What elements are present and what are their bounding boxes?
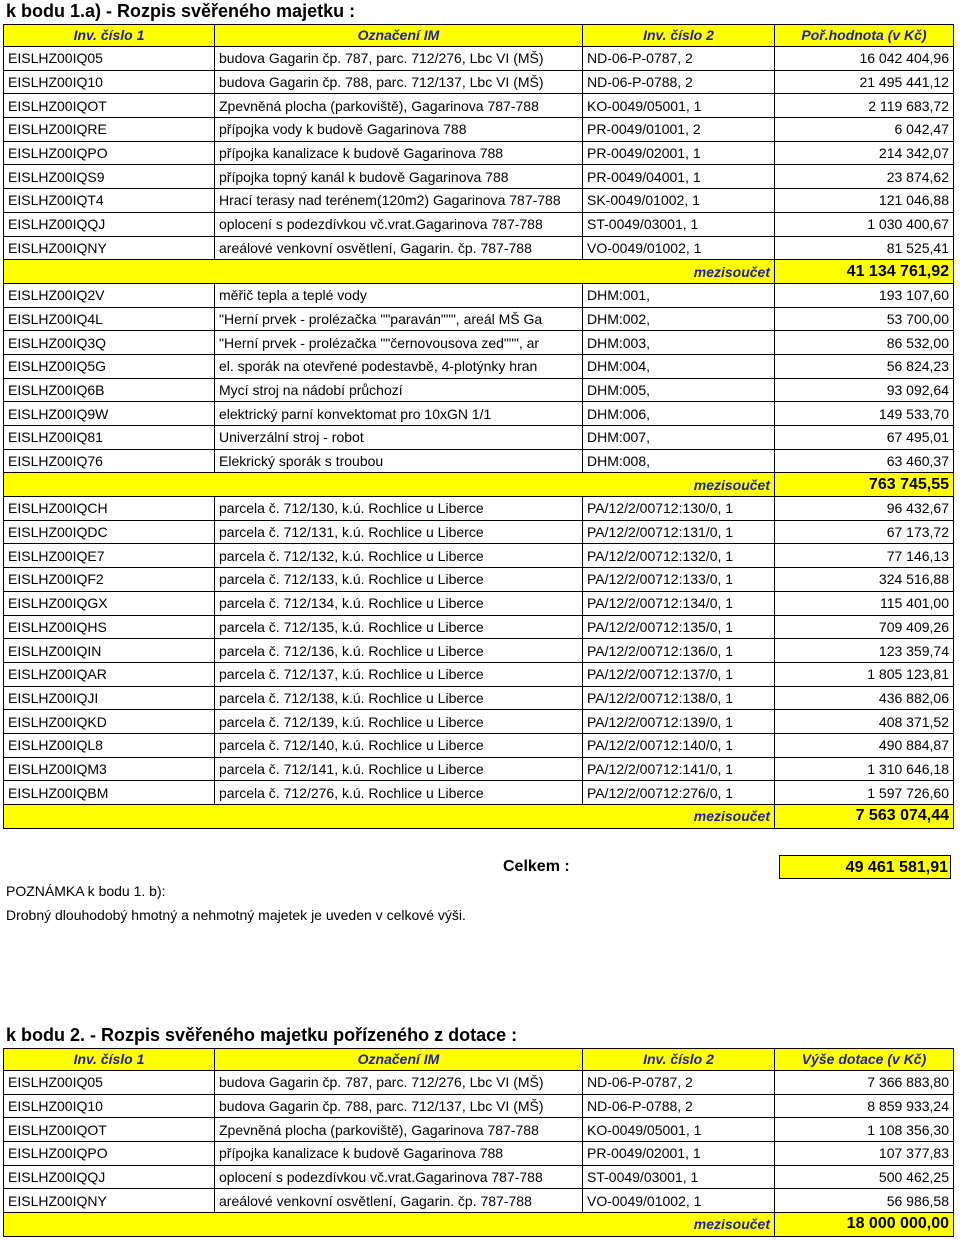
- table-row: [4, 70, 954, 94]
- inv-number-2: ST-0049/03001, 1: [583, 1165, 775, 1189]
- subtotal-value: 7 563 074,44: [775, 805, 954, 829]
- inv-number-2: PR-0049/02001, 1: [583, 1142, 775, 1166]
- table-row: [4, 497, 954, 521]
- table-row: [4, 710, 954, 734]
- table-row: [4, 1165, 954, 1189]
- table-row: [4, 118, 954, 142]
- inv-number-2: DHM:002,: [583, 307, 775, 331]
- table-row: [4, 615, 954, 639]
- inv-number-2: DHM:008,: [583, 449, 775, 473]
- amount: 490 884,87: [775, 733, 954, 757]
- inv-number-2: KO-0049/05001, 1: [583, 1118, 775, 1142]
- column-header: Inv. číslo 1: [4, 1049, 215, 1071]
- inv-number-2: PA/12/2/00712:130/0, 1: [583, 497, 775, 521]
- inv-number-1: EISLHZ00IQ05: [4, 47, 215, 71]
- amount: 115 401,00: [775, 591, 954, 615]
- amount: 56 986,58: [775, 1189, 954, 1213]
- inv-number-1: EISLHZ00IQ10: [4, 1094, 215, 1118]
- inv-number-2: PR-0049/02001, 1: [583, 141, 775, 165]
- subtotal-row: [4, 260, 954, 284]
- asset-name: parcela č. 712/132, k.ú. Rochlice u Liberce: [215, 544, 583, 568]
- amount: 6 042,47: [775, 118, 954, 142]
- table-row: [4, 236, 954, 260]
- table-row: [4, 1071, 954, 1095]
- inv-number-1: EISLHZ00IQOT: [4, 94, 215, 118]
- table-row: [4, 165, 954, 189]
- column-header: Výše dotace (v Kč): [775, 1049, 954, 1071]
- inv-number-1: EISLHZ00IQDC: [4, 520, 215, 544]
- inv-number-2: ND-06-P-0788, 2: [583, 70, 775, 94]
- asset-name: parcela č. 712/139, k.ú. Rochlice u Liberce: [215, 710, 583, 734]
- asset-name: měřič tepla a teplé vody: [215, 283, 583, 307]
- subtotal-row: [4, 1213, 954, 1237]
- inv-number-1: EISLHZ00IQ3Q: [4, 331, 215, 355]
- table-row: [4, 331, 954, 355]
- table-row: [4, 189, 954, 213]
- inv-number-2: PA/12/2/00712:132/0, 1: [583, 544, 775, 568]
- inv-number-1: EISLHZ00IQF2: [4, 568, 215, 592]
- amount: 193 107,60: [775, 283, 954, 307]
- table-row: [4, 307, 954, 331]
- inv-number-1: EISLHZ00IQT4: [4, 189, 215, 213]
- inv-number-1: EISLHZ00IQ9W: [4, 402, 215, 426]
- asset-name: budova Gagarin čp. 787, parc. 712/276, Lbc VI (MŠ): [215, 1071, 583, 1095]
- table-row: [4, 757, 954, 781]
- amount: 23 874,62: [775, 165, 954, 189]
- table-row: [4, 591, 954, 615]
- asset-name: parcela č. 712/141, k.ú. Rochlice u Liberce: [215, 757, 583, 781]
- asset-name: areálové venkovní osvětlení, Gagarin. čp. 787-788: [215, 1189, 583, 1213]
- inv-number-2: KO-0049/05001, 1: [583, 94, 775, 118]
- inv-number-2: DHM:004,: [583, 354, 775, 378]
- column-header: Inv. číslo 2: [583, 1049, 775, 1071]
- amount: 121 046,88: [775, 189, 954, 213]
- amount: 77 146,13: [775, 544, 954, 568]
- column-header: Inv. číslo 2: [583, 25, 775, 47]
- table-row: [4, 686, 954, 710]
- amount: 96 432,67: [775, 497, 954, 521]
- amount: 2 119 683,72: [775, 94, 954, 118]
- amount: 1 310 646,18: [775, 757, 954, 781]
- inv-number-1: EISLHZ00IQNY: [4, 236, 215, 260]
- inv-number-1: EISLHZ00IQAR: [4, 662, 215, 686]
- table-row: [4, 1094, 954, 1118]
- asset-name: Zpevněná plocha (parkoviště), Gagarinova 787-788: [215, 1118, 583, 1142]
- asset-name: areálové venkovní osvětlení, Gagarin. čp. 787-788: [215, 236, 583, 260]
- asset-name: parcela č. 712/133, k.ú. Rochlice u Liberce: [215, 568, 583, 592]
- inv-number-1: EISLHZ00IQCH: [4, 497, 215, 521]
- amount: 1 597 726,60: [775, 781, 954, 805]
- asset-name: budova Gagarin čp. 788, parc. 712/137, Lbc VI (MŠ): [215, 70, 583, 94]
- table-row: [4, 568, 954, 592]
- amount: 86 532,00: [775, 331, 954, 355]
- inv-number-2: PA/12/2/00712:138/0, 1: [583, 686, 775, 710]
- inv-number-2: DHM:007,: [583, 426, 775, 450]
- inv-number-2: SK-0049/01002, 1: [583, 189, 775, 213]
- inv-number-1: EISLHZ00IQM3: [4, 757, 215, 781]
- inv-number-2: PA/12/2/00712:140/0, 1: [583, 733, 775, 757]
- table-row: [4, 94, 954, 118]
- header-row: [4, 25, 954, 47]
- inv-number-2: PA/12/2/00712:133/0, 1: [583, 568, 775, 592]
- asset-name: budova Gagarin čp. 788, parc. 712/137, Lbc VI (MŠ): [215, 1094, 583, 1118]
- asset-name: elektrický parní konvektomat pro 10xGN 1/1: [215, 402, 583, 426]
- asset-name: "Herní prvek - prolézačka ""paraván""", areál MŠ Ga: [215, 307, 583, 331]
- inv-number-1: EISLHZ00IQJI: [4, 686, 215, 710]
- inv-number-1: EISLHZ00IQPO: [4, 141, 215, 165]
- inv-number-1: EISLHZ00IQRE: [4, 118, 215, 142]
- inv-number-1: EISLHZ00IQ81: [4, 426, 215, 450]
- inv-number-1: EISLHZ00IQE7: [4, 544, 215, 568]
- asset-name: parcela č. 712/134, k.ú. Rochlice u Liberce: [215, 591, 583, 615]
- inv-number-1: EISLHZ00IQ2V: [4, 283, 215, 307]
- inv-number-2: DHM:003,: [583, 331, 775, 355]
- amount: 81 525,41: [775, 236, 954, 260]
- asset-name: parcela č. 712/131, k.ú. Rochlice u Liberce: [215, 520, 583, 544]
- inv-number-1: EISLHZ00IQ10: [4, 70, 215, 94]
- inv-number-1: EISLHZ00IQ5G: [4, 354, 215, 378]
- inv-number-2: ST-0049/03001, 1: [583, 212, 775, 236]
- inv-number-2: PA/12/2/00712:131/0, 1: [583, 520, 775, 544]
- inv-number-2: PA/12/2/00712:135/0, 1: [583, 615, 775, 639]
- subsidy-table: [3, 1048, 954, 1237]
- inv-number-2: PA/12/2/00712:137/0, 1: [583, 662, 775, 686]
- table-row: [4, 1118, 954, 1142]
- inv-number-2: DHM:001,: [583, 283, 775, 307]
- section1-title: k bodu 1.a) - Rozpis svěřeného majetku :: [6, 1, 356, 21]
- amount: 16 042 404,96: [775, 47, 954, 71]
- inv-number-1: EISLHZ00IQ6B: [4, 378, 215, 402]
- subtotal-label: mezisoučet: [4, 805, 775, 829]
- inv-number-2: PA/12/2/00712:141/0, 1: [583, 757, 775, 781]
- inv-number-2: PA/12/2/00712:134/0, 1: [583, 591, 775, 615]
- inv-number-1: EISLHZ00IQS9: [4, 165, 215, 189]
- inv-number-2: PR-0049/01001, 2: [583, 118, 775, 142]
- amount: 324 516,88: [775, 568, 954, 592]
- asset-name: oplocení s podezdívkou vč.vrat.Gagarinova 787-788: [215, 212, 583, 236]
- asset-name: Mycí stroj na nádobí průchozí: [215, 378, 583, 402]
- asset-name: parcela č. 712/140, k.ú. Rochlice u Liberce: [215, 733, 583, 757]
- amount: 63 460,37: [775, 449, 954, 473]
- column-header: Inv. číslo 1: [4, 25, 215, 47]
- inv-number-2: PA/12/2/00712:139/0, 1: [583, 710, 775, 734]
- amount: 67 495,01: [775, 426, 954, 450]
- table-row: [4, 402, 954, 426]
- inv-number-2: VO-0049/01002, 1: [583, 1189, 775, 1213]
- inv-number-2: PR-0049/04001, 1: [583, 165, 775, 189]
- inv-number-1: EISLHZ00IQPO: [4, 1142, 215, 1166]
- inv-number-1: EISLHZ00IQQJ: [4, 212, 215, 236]
- asset-name: parcela č. 712/136, k.ú. Rochlice u Liberce: [215, 639, 583, 663]
- table-row: [4, 1189, 954, 1213]
- table-row: [4, 1142, 954, 1166]
- table-row: [4, 449, 954, 473]
- amount: 214 342,07: [775, 141, 954, 165]
- section2-title: k bodu 2. - Rozpis svěřeného majetku pořízeného z dotace :: [6, 1025, 518, 1045]
- inv-number-1: EISLHZ00IQIN: [4, 639, 215, 663]
- subtotal-row: [4, 805, 954, 829]
- asset-name: budova Gagarin čp. 787, parc. 712/276, Lbc VI (MŠ): [215, 47, 583, 71]
- table-row: [4, 544, 954, 568]
- column-header: Označení IM: [215, 25, 583, 47]
- amount: 93 092,64: [775, 378, 954, 402]
- inv-number-1: EISLHZ00IQL8: [4, 733, 215, 757]
- inv-number-1: EISLHZ00IQKD: [4, 710, 215, 734]
- amount: 149 533,70: [775, 402, 954, 426]
- asset-name: přípojka kanalizace k budově Gagarinova 788: [215, 141, 583, 165]
- amount: 56 824,23: [775, 354, 954, 378]
- note-heading: POZNÁMKA k bodu 1. b):: [6, 883, 166, 899]
- inv-number-2: PA/12/2/00712:136/0, 1: [583, 639, 775, 663]
- table-row: [4, 141, 954, 165]
- subtotal-label: mezisoučet: [4, 260, 775, 284]
- inv-number-1: EISLHZ00IQOT: [4, 1118, 215, 1142]
- amount: 1 108 356,30: [775, 1118, 954, 1142]
- asset-name: parcela č. 712/138, k.ú. Rochlice u Liberce: [215, 686, 583, 710]
- column-header: Poř.hodnota (v Kč): [775, 25, 954, 47]
- table-row: [4, 212, 954, 236]
- subtotal-value: 763 745,55: [775, 473, 954, 497]
- amount: 21 495 441,12: [775, 70, 954, 94]
- subtotal-row: [4, 473, 954, 497]
- table-row: [4, 733, 954, 757]
- amount: 8 859 933,24: [775, 1094, 954, 1118]
- inv-number-1: EISLHZ00IQBM: [4, 781, 215, 805]
- asset-name: Hrací terasy nad terénem(120m2) Gagarinova 787-788: [215, 189, 583, 213]
- asset-name: "Herní prvek - prolézačka ""černovousova zed""", ar: [215, 331, 583, 355]
- inv-number-2: DHM:005,: [583, 378, 775, 402]
- table-row: [4, 426, 954, 450]
- inv-number-1: EISLHZ00IQ76: [4, 449, 215, 473]
- amount: 500 462,25: [775, 1165, 954, 1189]
- asset-name: parcela č. 712/276, k.ú. Rochlice u Liberce: [215, 781, 583, 805]
- asset-name: Elekrický sporák s troubou: [215, 449, 583, 473]
- subtotal-label: mezisoučet: [4, 473, 775, 497]
- asset-name: parcela č. 712/130, k.ú. Rochlice u Liberce: [215, 497, 583, 521]
- inv-number-1: EISLHZ00IQNY: [4, 1189, 215, 1213]
- inv-number-2: ND-06-P-0787, 2: [583, 1071, 775, 1095]
- table-row: [4, 354, 954, 378]
- inv-number-1: EISLHZ00IQGX: [4, 591, 215, 615]
- column-header: Označení IM: [215, 1049, 583, 1071]
- subtotal-value: 41 134 761,92: [775, 260, 954, 284]
- asset-name: přípojka kanalizace k budově Gagarinova 788: [215, 1142, 583, 1166]
- asset-name: přípojka vody k budově Gagarinova 788: [215, 118, 583, 142]
- inv-number-2: ND-06-P-0787, 2: [583, 47, 775, 71]
- inv-number-1: EISLHZ00IQ4L: [4, 307, 215, 331]
- inv-number-2: VO-0049/01002, 1: [583, 236, 775, 260]
- amount: 436 882,06: [775, 686, 954, 710]
- inv-number-1: EISLHZ00IQQJ: [4, 1165, 215, 1189]
- asset-name: parcela č. 712/137, k.ú. Rochlice u Liberce: [215, 662, 583, 686]
- inv-number-2: ND-06-P-0788, 2: [583, 1094, 775, 1118]
- table-row: [4, 662, 954, 686]
- amount: 123 359,74: [775, 639, 954, 663]
- amount: 709 409,26: [775, 615, 954, 639]
- asset-name: parcela č. 712/135, k.ú. Rochlice u Liberce: [215, 615, 583, 639]
- subtotal-label: mezisoučet: [4, 1213, 775, 1237]
- table-row: [4, 639, 954, 663]
- inv-number-2: DHM:006,: [583, 402, 775, 426]
- table-row: [4, 378, 954, 402]
- asset-name: Zpevněná plocha (parkoviště), Gagarinova 787-788: [215, 94, 583, 118]
- amount: 1 030 400,67: [775, 212, 954, 236]
- amount: 107 377,83: [775, 1142, 954, 1166]
- inv-number-2: PA/12/2/00712:276/0, 1: [583, 781, 775, 805]
- total-value: 49 461 581,91: [779, 855, 951, 879]
- amount: 1 805 123,81: [775, 662, 954, 686]
- inv-number-1: EISLHZ00IQ05: [4, 1071, 215, 1095]
- table-row: [4, 520, 954, 544]
- asset-name: přípojka topný kanál k budově Gagarinova 788: [215, 165, 583, 189]
- table-row: [4, 47, 954, 71]
- asset-name: el. sporák na otevřené podestavbě, 4-plotýnky hran: [215, 354, 583, 378]
- table-row: [4, 283, 954, 307]
- subtotal-value: 18 000 000,00: [775, 1213, 954, 1237]
- note-text: Drobný dlouhodobý hmotný a nehmotný majetek je uveden v celkové výši.: [6, 907, 466, 923]
- amount: 67 173,72: [775, 520, 954, 544]
- amount: 7 366 883,80: [775, 1071, 954, 1095]
- inv-number-1: EISLHZ00IQHS: [4, 615, 215, 639]
- table-row: [4, 781, 954, 805]
- amount: 53 700,00: [775, 307, 954, 331]
- header-row: [4, 1049, 954, 1071]
- assets-table: [3, 24, 954, 829]
- asset-name: oplocení s podezdívkou vč.vrat.Gagarinova 787-788: [215, 1165, 583, 1189]
- asset-name: Univerzální stroj - robot: [215, 426, 583, 450]
- total-label: Celkem :: [503, 858, 570, 875]
- amount: 408 371,52: [775, 710, 954, 734]
